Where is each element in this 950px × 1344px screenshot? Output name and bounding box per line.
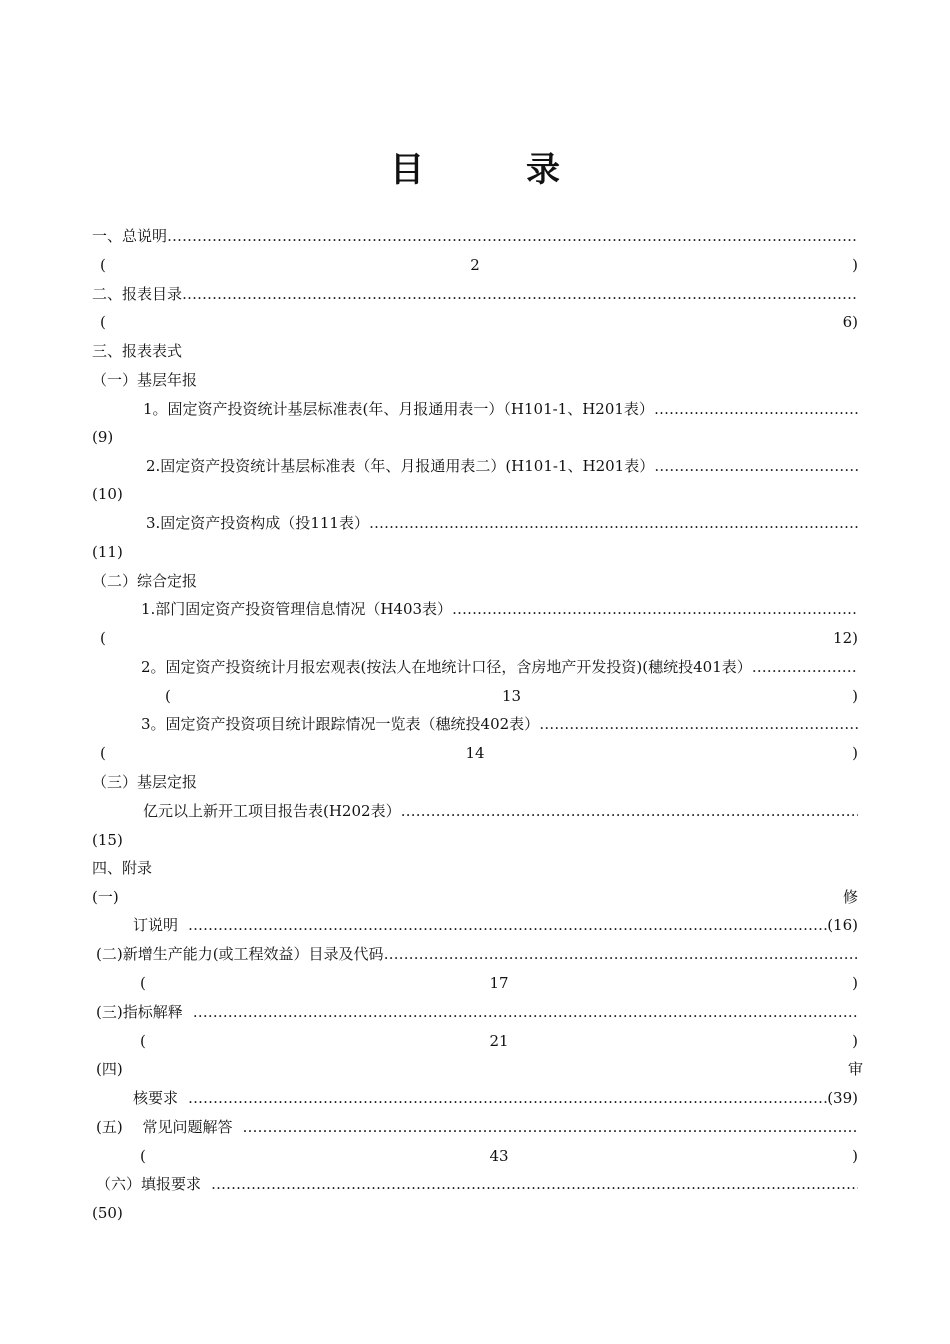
page-number: 43: [489, 1147, 509, 1165]
paren-open: (: [100, 256, 106, 274]
toc-entry-label: 二、报表目录: [92, 285, 183, 303]
toc-entry-402[interactable]: [141, 712, 858, 736]
toc-entry-h202[interactable]: [143, 799, 858, 823]
page-number: 2: [470, 256, 480, 274]
leader-dots: [654, 454, 858, 478]
toc-page-number: [140, 1029, 858, 1053]
toc-entry-label: (三)指标解释: [96, 1003, 183, 1021]
leader-dots: [401, 799, 858, 823]
page-number: (9): [92, 428, 114, 446]
toc-entry-revision-head[interactable]: [92, 885, 858, 909]
toc-subsection-heading: （二）综合定报: [92, 572, 198, 590]
paren-close: ): [852, 256, 858, 274]
page-number: 13: [501, 687, 522, 705]
paren-open: (: [100, 744, 106, 762]
paren-close: ): [852, 1147, 858, 1165]
toc-entry-label: 2。固定资产投资统计月报宏观表(按法人在地统计口径，含房地产开发投资)(穗统投401表）: [141, 658, 752, 676]
toc-entry-label: 3.固定资产投资构成（投111表）: [146, 514, 369, 532]
toc-page-number: [140, 1144, 858, 1168]
page-number: (11): [92, 543, 123, 561]
toc-entry-filling[interactable]: [96, 1172, 858, 1196]
toc-entry-label: (四): [96, 1060, 123, 1078]
page-number: (15): [92, 831, 123, 849]
page-number: 12): [833, 629, 858, 647]
toc-entry-label: (五) 常见问题解答: [96, 1118, 233, 1136]
paren-open: (: [140, 1147, 146, 1165]
toc-page-number: [140, 971, 858, 995]
toc-entry-report-list[interactable]: [92, 282, 858, 306]
leader-dots: [654, 397, 858, 421]
page-number: (39): [827, 1089, 858, 1107]
toc-entry-label: 2.固定资产投资统计基层标准表（年、月报通用表二）(H101-1、H201表）: [146, 457, 655, 475]
leader-dots: [242, 1115, 858, 1139]
toc-entry-general[interactable]: [92, 224, 858, 248]
paren-open: (: [100, 313, 106, 331]
toc-subsection-heading: （一）基层年报: [92, 371, 198, 389]
toc-entry-label-wrap: 修: [842, 888, 858, 906]
toc-entry-label-wrap: 审: [847, 1060, 863, 1078]
toc-entry-label: 一、总说明: [92, 227, 168, 245]
leader-dots: [167, 224, 858, 248]
leader-dots: [452, 597, 858, 621]
paren-open: (: [140, 974, 146, 992]
toc-entry-401[interactable]: [141, 655, 858, 679]
paren-open: (: [100, 629, 106, 647]
toc-page-number: [92, 253, 858, 277]
page-number: (10): [92, 485, 123, 503]
toc-entry-tou111[interactable]: [146, 511, 858, 535]
paren-close: ): [852, 974, 858, 992]
toc-entry-label: 订说明: [133, 916, 179, 934]
toc-section-heading: 三、报表表式: [92, 342, 183, 360]
paren-close: ): [852, 744, 858, 762]
leader-dots: [752, 655, 858, 679]
toc-entry-label: (一): [92, 888, 119, 906]
toc-entry-audit[interactable]: [133, 1086, 858, 1110]
page-number: (16): [827, 916, 858, 934]
toc-page-number: [165, 684, 858, 708]
leader-dots: [384, 942, 858, 966]
toc-entry-label: (二)新增生产能力(或工程效益）目录及代码: [96, 945, 384, 963]
page-number: 6): [842, 313, 858, 331]
toc-entry-label: 亿元以上新开工项目报告表(H202表）: [143, 802, 401, 820]
toc-entry-audit-head[interactable]: [96, 1057, 863, 1081]
paren-open: (: [165, 687, 171, 705]
leader-dots: [539, 712, 858, 736]
toc-page-number: [92, 626, 858, 650]
toc-entry-label: （六）填报要求: [96, 1175, 202, 1193]
toc-entry-label: 核要求: [133, 1089, 179, 1107]
leader-dots: [182, 282, 858, 306]
page-number: (50): [92, 1204, 123, 1222]
paren-close: ): [852, 687, 858, 705]
toc-entry-label: 3。固定资产投资项目统计跟踪情况一览表（穗统投402表）: [141, 715, 540, 733]
toc-page-number: [92, 741, 858, 765]
toc-entry-faq[interactable]: [96, 1115, 858, 1139]
paren-open: (: [140, 1032, 146, 1050]
page-title: 目 录: [390, 150, 594, 190]
leader-dots: [188, 913, 827, 937]
toc-entry-indicators[interactable]: [96, 1000, 858, 1024]
toc-page-number: [92, 310, 858, 334]
leader-dots: [193, 1000, 858, 1024]
toc-entry-h403[interactable]: [141, 597, 858, 621]
page-number: 21: [489, 1032, 509, 1050]
toc-entry-capacity-codes[interactable]: [96, 942, 858, 966]
toc-entry-revision[interactable]: [133, 913, 858, 937]
leader-dots: [188, 1086, 827, 1110]
page-number: 14: [465, 744, 485, 762]
toc-section-heading: 四、附录: [92, 859, 153, 877]
toc-entry-h101-2[interactable]: [146, 454, 858, 478]
leader-dots: [369, 511, 858, 535]
toc-entry-label: 1。固定资产投资统计基层标准表(年、月报通用表一）（H101-1、H201表）: [143, 400, 654, 418]
toc-entry-h101-1[interactable]: [143, 397, 858, 421]
paren-close: ): [852, 1032, 858, 1050]
page-number: 17: [489, 974, 509, 992]
toc-entry-label: 1.部门固定资产投资管理信息情况（H403表）: [141, 600, 453, 618]
leader-dots: [211, 1172, 858, 1196]
toc-subsection-heading: （三）基层定报: [92, 773, 198, 791]
